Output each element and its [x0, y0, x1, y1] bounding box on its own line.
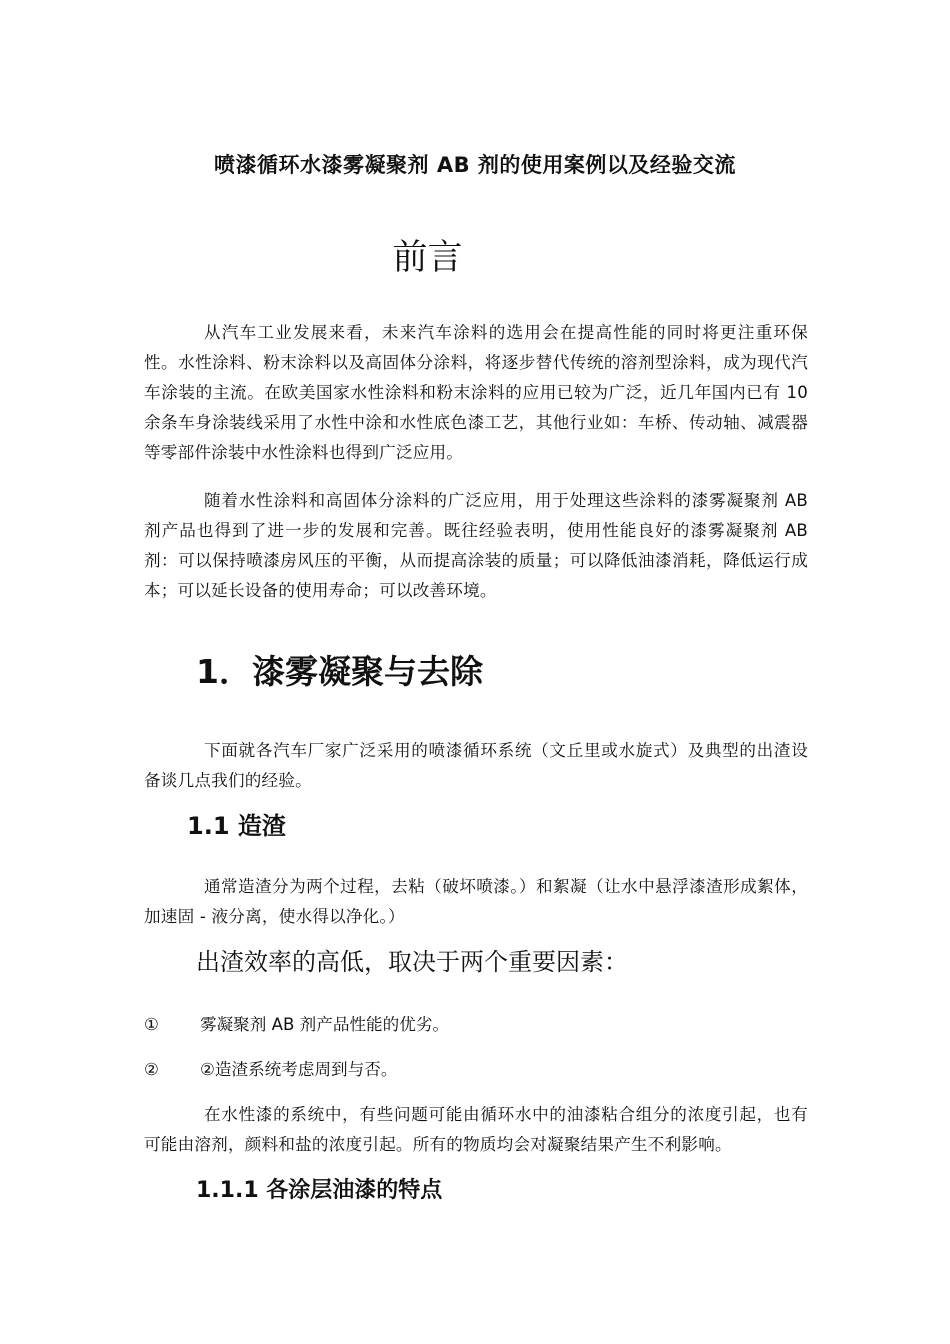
section-1-1-heading: 1.1 造渣 — [187, 812, 286, 840]
list-item — [144, 1056, 808, 1084]
section-1-intro: 下面就各汽车厂家广泛采用的喷漆循环系统（文丘里或水旋式）及典型的出渣设备谈几点我们的经验。 — [144, 741, 808, 790]
list-item-text: 雾凝聚剂 AB 剂产品性能的优劣。 — [200, 1015, 450, 1034]
list-marker: ② — [144, 1060, 159, 1079]
factors-heading: 出渣效率的高低，取决于两个重要因素： — [196, 948, 628, 976]
paragraph-intro-1: 从汽车工业发展来看，未来汽车涂料的选用会在提高性能的同时将更注重环保性。水性涂料、粉末涂料以及高固体分涂料，将逐步替代传统的溶剂型涂料，成为现代汽车涂装的主流。在欧美国家水性涂料和粉末涂料的应用已较为广泛，近几年国内已有 10 余条车身涂装线采用了水性中涂和水性底色漆工艺，其他行业如：车桥、传动轴、减震器等零部件涂装中水性涂料也得到广泛应用。 — [144, 323, 808, 462]
preface-heading: 前言 — [392, 238, 463, 278]
document-title: 喷漆循环水漆雾凝聚剂 AB 剂的使用案例以及经验交流 — [214, 153, 736, 177]
list-item — [144, 1011, 808, 1039]
section-1-1-1-heading: 1.1.1 各涂层油漆的特点 — [196, 1178, 443, 1203]
paragraph-intro-2: 随着水性涂料和高固体分涂料的广泛应用，用于处理这些涂料的漆雾凝聚剂 AB 剂产品也得到了进一步的发展和完善。既往经验表明，使用性能良好的漆雾凝聚剂 AB 剂：可以保持喷漆房风压的平衡，从而提高涂装的质量；可以降低油漆消耗，降低运行成本；可以延长设备的使用寿命；可以改善环境。 — [144, 491, 808, 600]
section-1-1-closing: 在水性漆的系统中，有些问题可能由循环水中的油漆粘合组分的浓度引起，也有可能由溶剂，颜料和盐的浓度引起。所有的物质均会对凝聚结果产生不利影响。 — [144, 1105, 808, 1154]
list-marker: ① — [144, 1015, 159, 1034]
list-item-text: ②造渣系统考虑周到与否。 — [200, 1060, 398, 1079]
section-1-heading: 1．漆雾凝聚与去除 — [196, 652, 483, 691]
section-1-1-text: 通常造渣分为两个过程，去粘（破坏喷漆。）和絮凝（让水中悬浮漆渣形成絮体，加速固 - 液分离，使水得以净化。） — [144, 877, 808, 926]
